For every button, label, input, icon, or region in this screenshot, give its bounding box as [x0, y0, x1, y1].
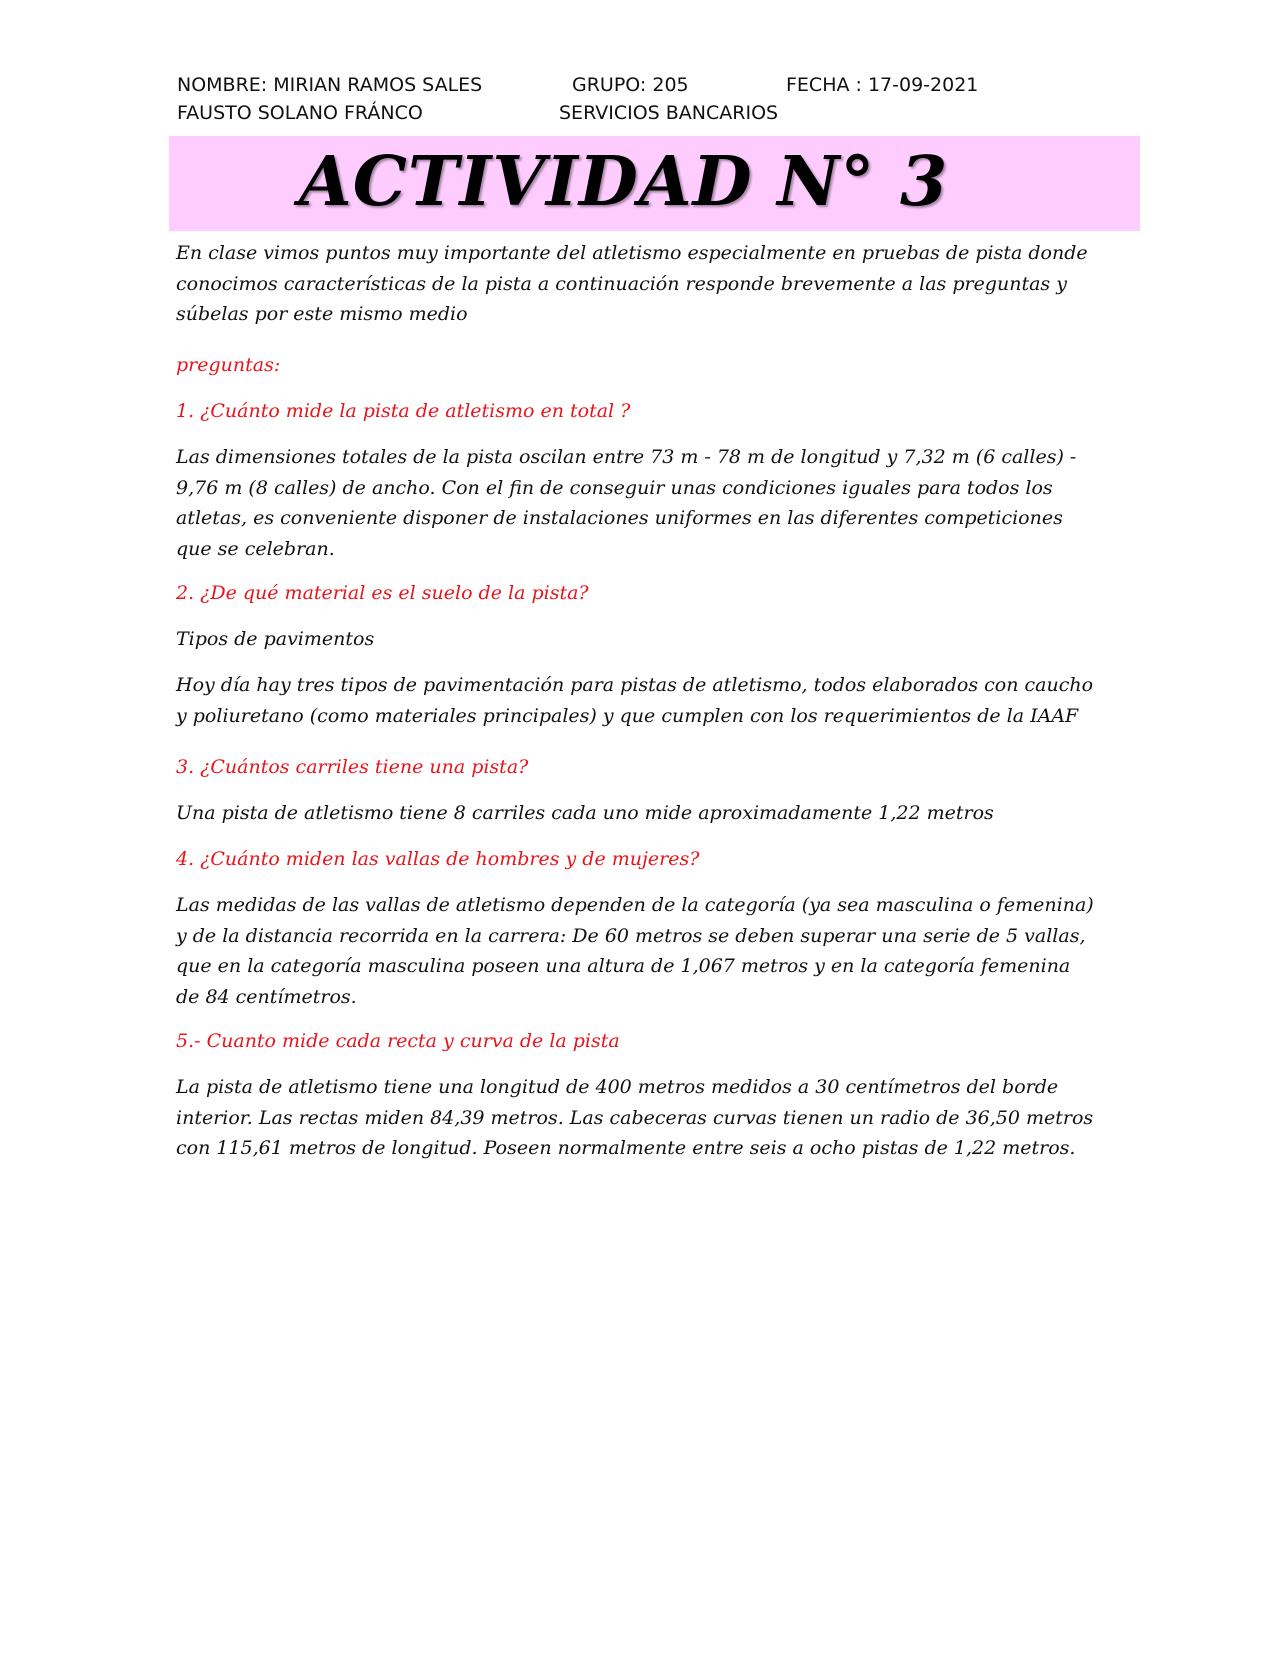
question-5: 5.- Cuanto mide cada recta y curva de la pista [176, 1030, 620, 1052]
answer-2: Hoy día hay tres tipos de pavimentación para pistas de atletismo, todos elaborados con caucho y poliuretano (como materiales principales) y que cumplen con los requerimientos de la IAAF [176, 674, 1094, 727]
teacher-name: FAUSTO SOLANO FRÁNCO [177, 102, 423, 124]
subject-name: SERVICIOS BANCARIOS [559, 102, 779, 124]
answer-5: La pista de atletismo tiene una longitud de 400 metros medidos a 30 centímetros del borde interior. Las rectas miden 84,39 metros. Las cabeceras curvas tienen un radio de 36,50 metros con 115,61 metros de longitud. Poseen normalmente entre seis a ocho pistas de 1,22 metros. [176, 1076, 1094, 1159]
student-name: NOMBRE: MIRIAN RAMOS SALES [177, 74, 483, 96]
date-label: FECHA : 17-09-2021 [786, 74, 979, 96]
answer-2-title: Tipos de pavimentos [176, 628, 375, 650]
page-title: ACTIVIDAD N° 3 [299, 142, 949, 222]
answer-1: Las dimensiones totales de la pista oscilan entre 73 m - 78 m de longitud y 7,32 m (6 calles) - 9,76 m (8 calles) de ancho. Con el fin de conseguir unas condiciones iguales para todos los atletas, es conveniente disponer de instalaciones uniformes en las diferentes competiciones que se celebran. [176, 446, 1077, 560]
title-banner [169, 136, 1140, 231]
question-2: 2. ¿De qué material es el suelo de la pista? [176, 582, 589, 604]
group-label: GRUPO: 205 [572, 74, 689, 96]
question-1: 1. ¿Cuánto mide la pista de atletismo en total ? [176, 400, 631, 422]
answer-3: Una pista de atletismo tiene 8 carriles cada uno mide aproximadamente 1,22 metros [176, 802, 994, 824]
question-4: 4. ¿Cuánto miden las vallas de hombres y de mujeres? [176, 848, 700, 870]
answer-4: Las medidas de las vallas de atletismo dependen de la categoría (ya sea masculina o femenina) y de la distancia recorrida en la carrera: De 60 metros se deben superar una serie de 5 vallas, que en la categoría masculina poseen una altura de 1,067 metros y en la categoría femenina de 84 centímetros. [176, 894, 1094, 1008]
intro-paragraph: En clase vimos puntos muy importante del atletismo especialmente en pruebas de pista donde conocimos características de la pista a continuación responde brevemente a las preguntas y súbelas por este mismo medio [176, 242, 1088, 325]
question-3: 3. ¿Cuántos carriles tiene una pista? [176, 756, 529, 778]
questions-label: preguntas: [176, 354, 281, 376]
